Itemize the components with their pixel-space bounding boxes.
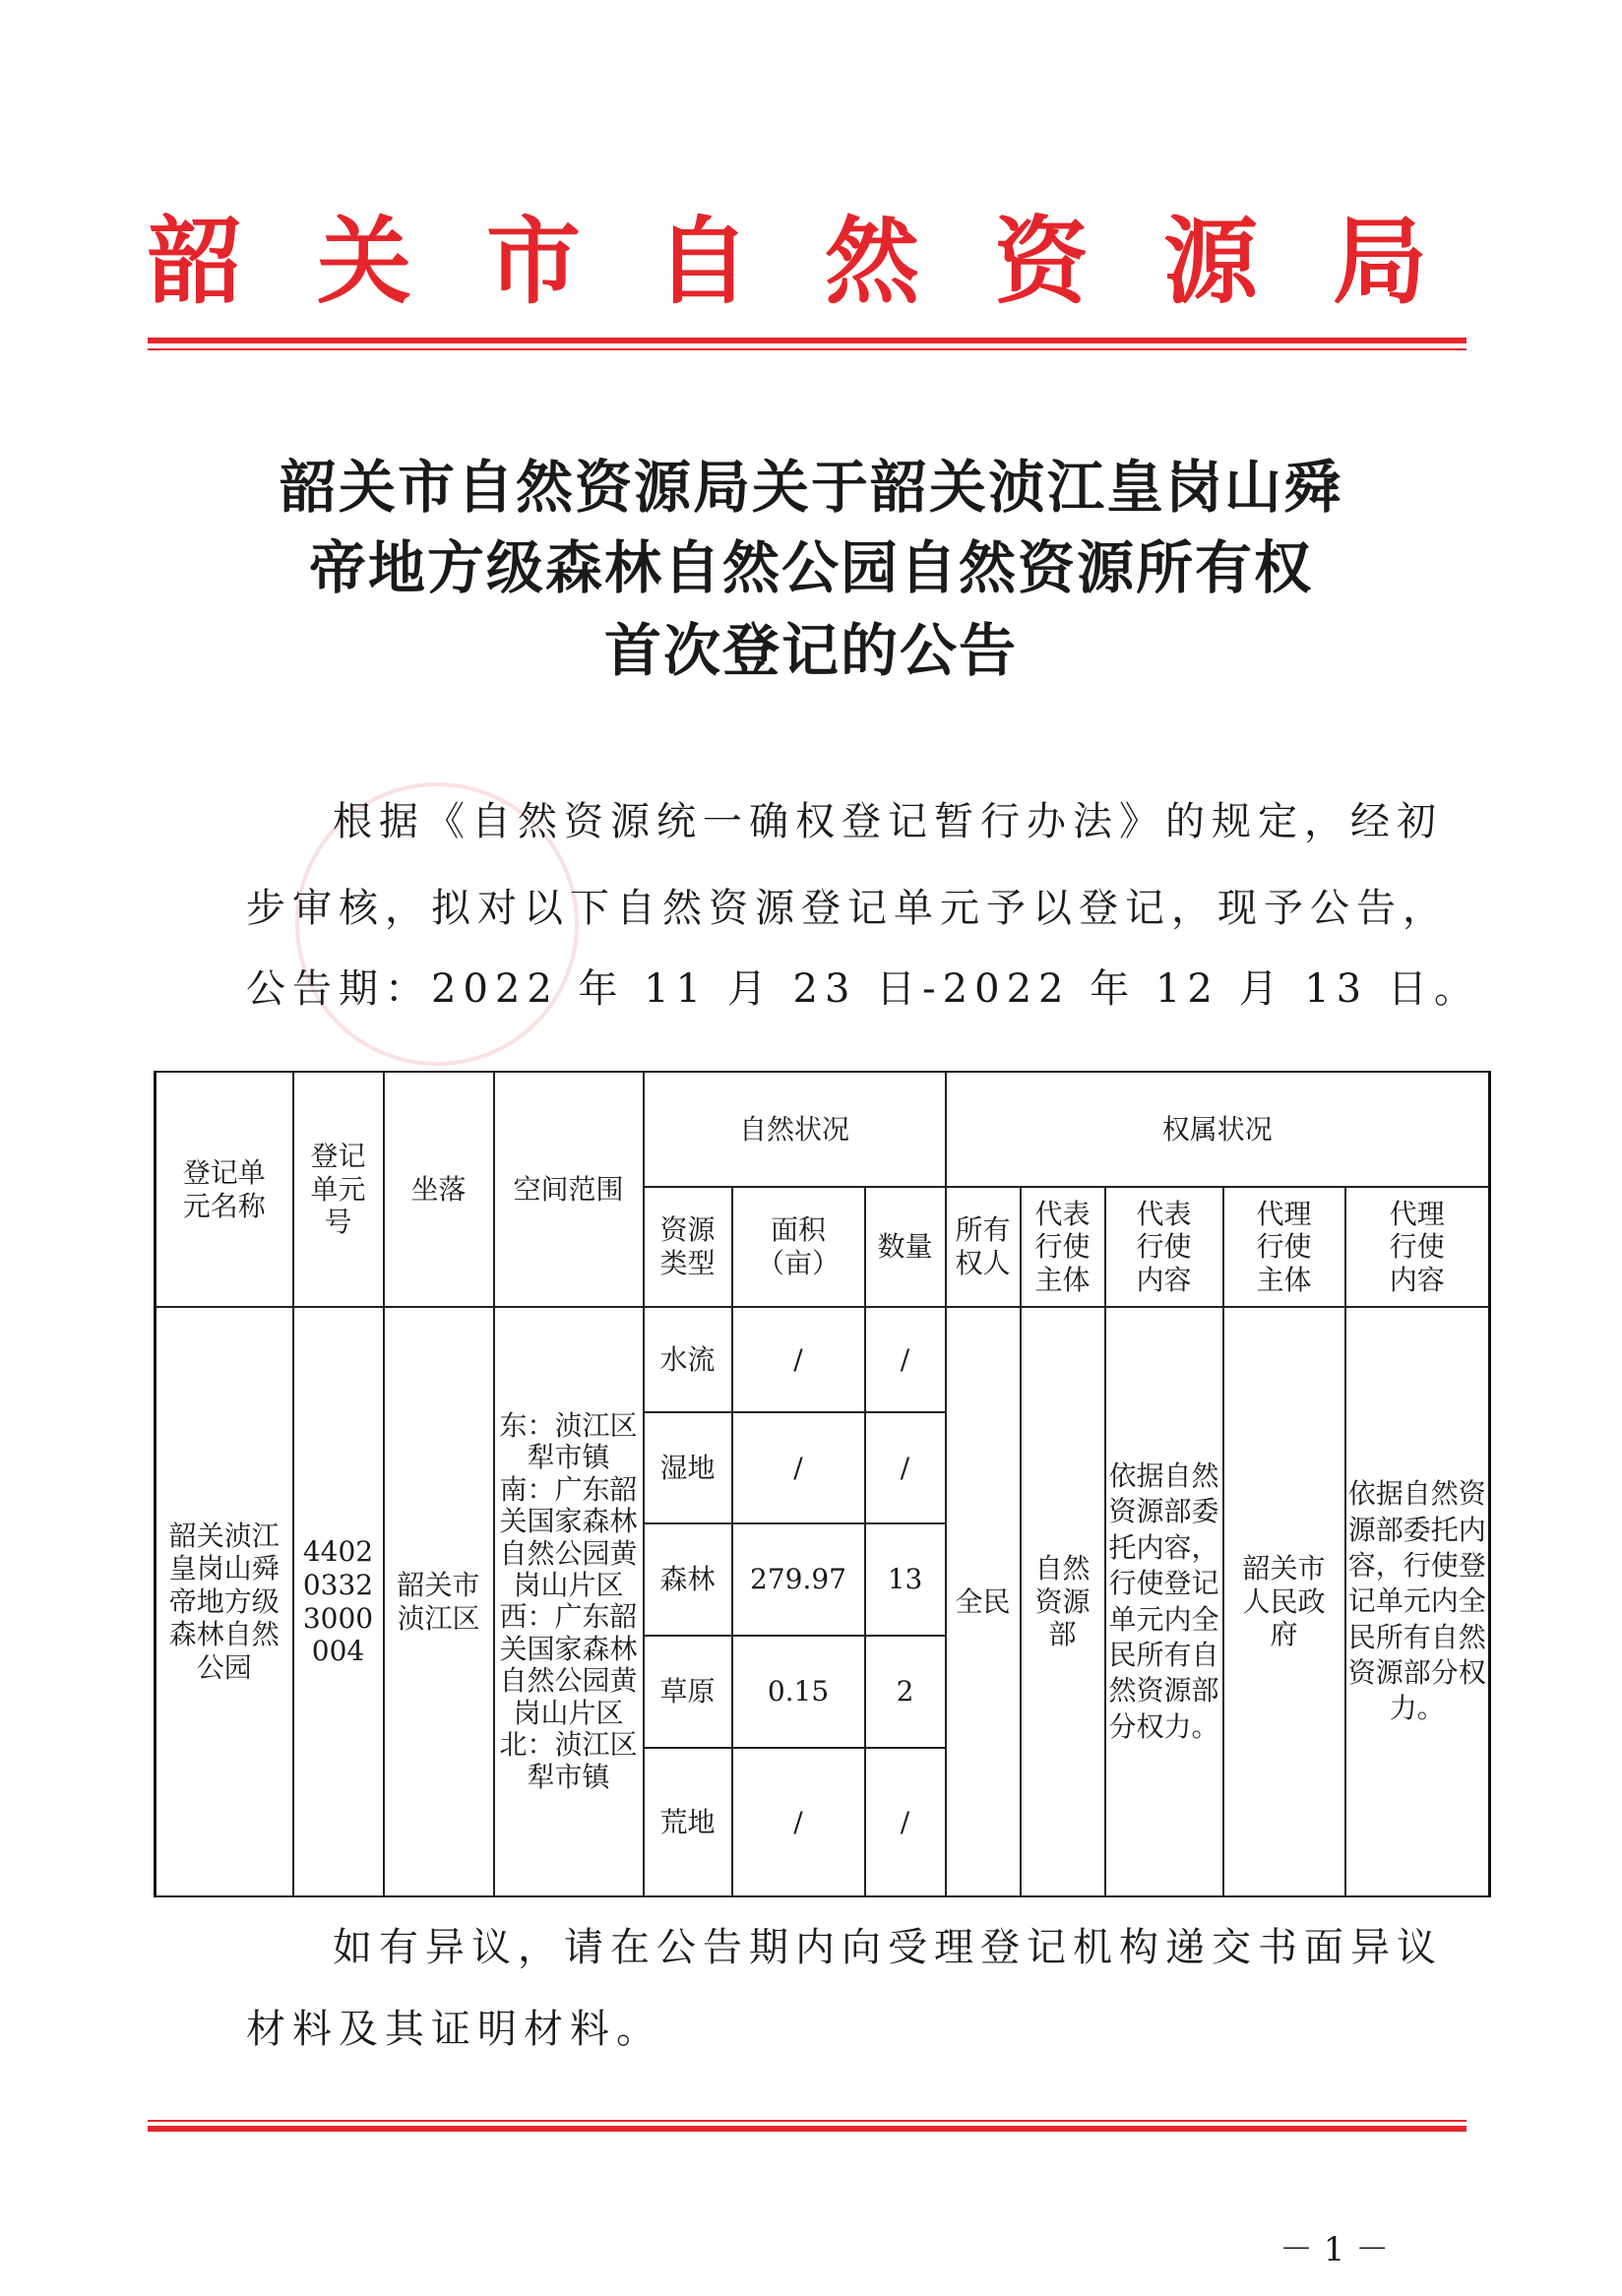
cell-space: 东：浈江区犁市镇 南：广东韶关国家森林自然公园黄岗山片区 西：广东韶关国家森林自然公园黄岗山片区 北：浈江区犁市镇 — [494, 1307, 644, 1896]
header-ownership-status: 权属状况 — [946, 1072, 1490, 1187]
notice-title-line-2: 帝地方级森林自然公园自然资源所有权 — [308, 534, 1313, 601]
footer-rule-thick — [148, 2126, 1466, 2132]
resource-count-cell: / — [865, 1307, 946, 1412]
masthead-char: 自 — [655, 206, 750, 317]
resource-area-cell: 279.97 — [732, 1523, 865, 1636]
header-rep-content: 代表行使内容 — [1105, 1187, 1223, 1307]
resource-count-cell: / — [865, 1412, 946, 1523]
header-rule-thick — [148, 338, 1466, 343]
notice-title-line-3: 首次登记的公告 — [603, 617, 1018, 684]
header-unit-name: 登记单元名称 — [156, 1072, 293, 1307]
header-rep-subject: 代表行使主体 — [1021, 1187, 1105, 1307]
masthead-char: 源 — [1163, 206, 1258, 317]
resource-type-cell: 荒地 — [644, 1748, 732, 1896]
resource-type-cell: 水流 — [644, 1307, 732, 1412]
header-location: 坐落 — [384, 1072, 494, 1307]
resource-type-cell: 森林 — [644, 1523, 732, 1636]
cell-location: 韶关市浈江区 — [384, 1307, 494, 1896]
header-owner: 所有权人 — [946, 1187, 1021, 1307]
masthead-char: 局 — [1333, 206, 1427, 317]
intro-line-2: 步审核，拟对以下自然资源登记单元予以登记，现予公告， — [246, 886, 1449, 931]
header-space: 空间范围 — [494, 1072, 644, 1307]
header-agent-content: 代理行使内容 — [1345, 1187, 1490, 1307]
resource-area-cell: / — [732, 1748, 865, 1896]
resource-area-cell: / — [732, 1307, 865, 1412]
resource-type-cell: 草原 — [644, 1636, 732, 1748]
resource-area-cell: / — [732, 1412, 865, 1523]
intro-line-1: 根据《自然资源统一确权登记暂行办法》的规定，经初 — [333, 799, 1443, 844]
closing-line-2: 材料及其证明材料。 — [246, 2007, 662, 2052]
resource-count-cell: 13 — [865, 1523, 946, 1636]
cell-unit-no: 440203323000004 — [293, 1307, 384, 1896]
header-agent-subject: 代理行使主体 — [1223, 1187, 1345, 1307]
masthead-char: 资 — [994, 206, 1089, 317]
cell-agent-content: 依据自然资源部委托内容，行使登记单元内全民所有自然资源部分权力。 — [1345, 1307, 1490, 1896]
page-number: － 1 － — [1279, 2230, 1390, 2269]
footer-rule-thin — [148, 2120, 1466, 2122]
closing-line-1: 如有异议，请在公告期内向受理登记机构递交书面异议 — [333, 1925, 1443, 1970]
resource-count-cell: 2 — [865, 1636, 946, 1748]
masthead-char: 韶 — [148, 206, 242, 317]
header-resource-type: 资源类型 — [644, 1187, 732, 1307]
masthead-char: 然 — [825, 206, 919, 317]
header-unit-no: 登记单元号 — [293, 1072, 384, 1307]
notice-title-line-1: 韶关市自然资源局关于韶关浈江皇岗山舜 — [279, 454, 1342, 521]
masthead — [148, 206, 1427, 317]
resource-area-cell: 0.15 — [732, 1636, 865, 1748]
cell-rep-subject: 自然资源部 — [1021, 1307, 1105, 1896]
cell-owner: 全民 — [946, 1307, 1021, 1896]
registration-table — [154, 1071, 1491, 1897]
header-natural-status: 自然状况 — [644, 1072, 946, 1187]
cell-agent-subject: 韶关市人民政府 — [1223, 1307, 1345, 1896]
cell-unit-name: 韶关浈江皇岗山舜帝地方级森林自然公园 — [156, 1307, 293, 1896]
header-area: 面积（亩） — [732, 1187, 865, 1307]
header-count: 数量 — [865, 1187, 946, 1307]
intro-line-3: 公告期：2022 年 11 月 23 日-2022 年 12 月 13 日。 — [246, 966, 1480, 1012]
cell-rep-content: 依据自然资源部委托内容，行使登记单元内全民所有自然资源部分权力。 — [1105, 1307, 1223, 1896]
masthead-char: 市 — [486, 206, 581, 317]
resource-type-cell: 湿地 — [644, 1412, 732, 1523]
resource-count-cell: / — [865, 1748, 946, 1896]
header-rule-thin — [148, 348, 1466, 350]
masthead-char: 关 — [317, 206, 411, 317]
